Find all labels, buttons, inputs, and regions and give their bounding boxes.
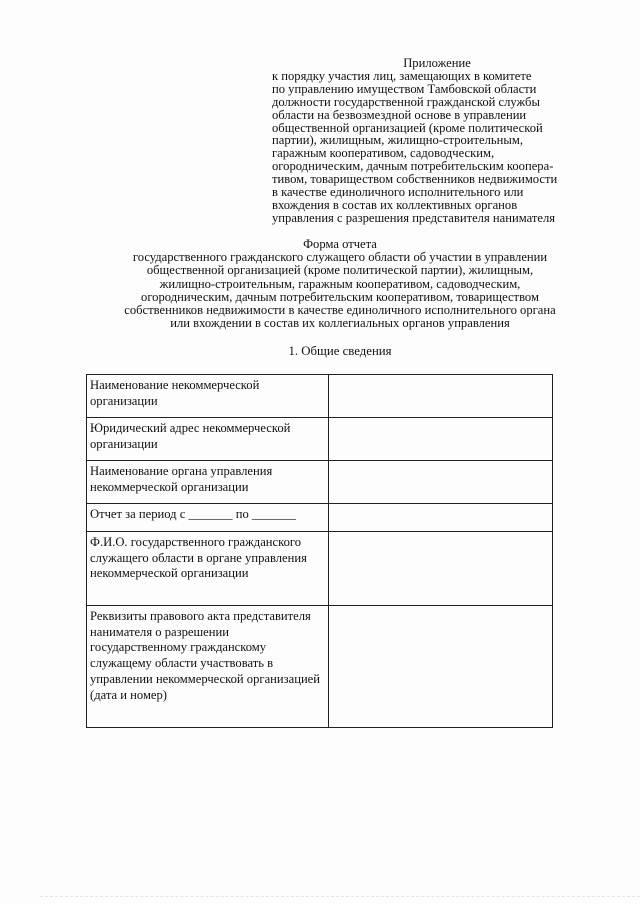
row-value-field[interactable]	[329, 418, 553, 461]
appendix-line: партии), жилищным, жилищно-строительным,	[272, 133, 523, 148]
appendix-line: тивом, товариществом собственников недвижимости	[272, 172, 558, 187]
row-value-field[interactable]	[329, 504, 553, 532]
row-value-field[interactable]	[329, 606, 553, 728]
table-row	[87, 375, 553, 418]
appendix-heading: Приложение	[403, 56, 471, 70]
table-row	[87, 461, 553, 504]
appendix-line: области на безвозмездной основе в управлении	[272, 107, 527, 122]
form-subtitle-line: государственного гражданского служащего области об участии в управлении	[132, 250, 548, 265]
table-row	[87, 504, 553, 532]
appendix-line: к порядку участия лиц, замещающих в комитете	[272, 68, 532, 83]
form-subtitle-line: огородническим, дачным потребительским кооперативом, товариществом	[141, 289, 539, 304]
row-label: Реквизиты правового акта представителя нанимателя о разрешении государственному гражданскому служащему области участвовать в управлении некоммерческой организацией (дата и номер)	[87, 606, 329, 728]
row-value-field[interactable]	[329, 461, 553, 504]
table-row	[87, 606, 553, 728]
row-value-field[interactable]	[329, 375, 553, 418]
appendix-line: общественной организацией (кроме политической	[272, 120, 543, 135]
row-label: Наименование некоммерческой организации	[87, 375, 329, 418]
row-label: Ф.И.О. государственного гражданского служащего области в органе управления некоммерческой организации	[87, 532, 329, 606]
form-title-block	[60, 238, 620, 330]
section-title: 1. Общие сведения	[288, 344, 392, 358]
form-title: Форма отчета	[303, 237, 377, 251]
general-info-table	[86, 374, 553, 728]
appendix-line: управления с разрешения представителя нанимателя	[272, 210, 556, 225]
table-row	[87, 418, 553, 461]
table-row	[87, 532, 553, 606]
row-label: Юридический адрес некоммерческой организации	[87, 418, 329, 461]
appendix-line: огородническим, дачным потребительским коопера-	[272, 159, 554, 174]
form-subtitle-line: собственников недвижимости в качестве единоличного исполнительного органа	[124, 303, 556, 318]
appendix-line: должности государственной гражданской службы	[272, 94, 540, 109]
scan-artifact-line	[40, 894, 640, 897]
row-label: Наименование органа управления некоммерческой организации	[87, 461, 329, 504]
appendix-line: вхождения в состав их коллективных органов	[272, 197, 518, 212]
form-subtitle-line: общественной организацией (кроме политической партии), жилищным,	[146, 263, 534, 278]
row-label: Отчет за период с _______ по _______	[87, 504, 329, 532]
appendix-line: по управлению имуществом Тамбовской области	[272, 81, 537, 96]
row-value-field[interactable]	[329, 532, 553, 606]
form-subtitle-line: или вхождении в состав их коллегиальных органов управления	[170, 316, 510, 331]
appendix-line: в качестве единоличного исполнительного или	[272, 185, 524, 200]
appendix-block	[272, 57, 602, 225]
appendix-line: гаражным кооперативом, садоводческим,	[272, 146, 495, 161]
form-subtitle-line: жилищно-строительным, гаражным кооперативом, садоводческим,	[159, 276, 521, 291]
